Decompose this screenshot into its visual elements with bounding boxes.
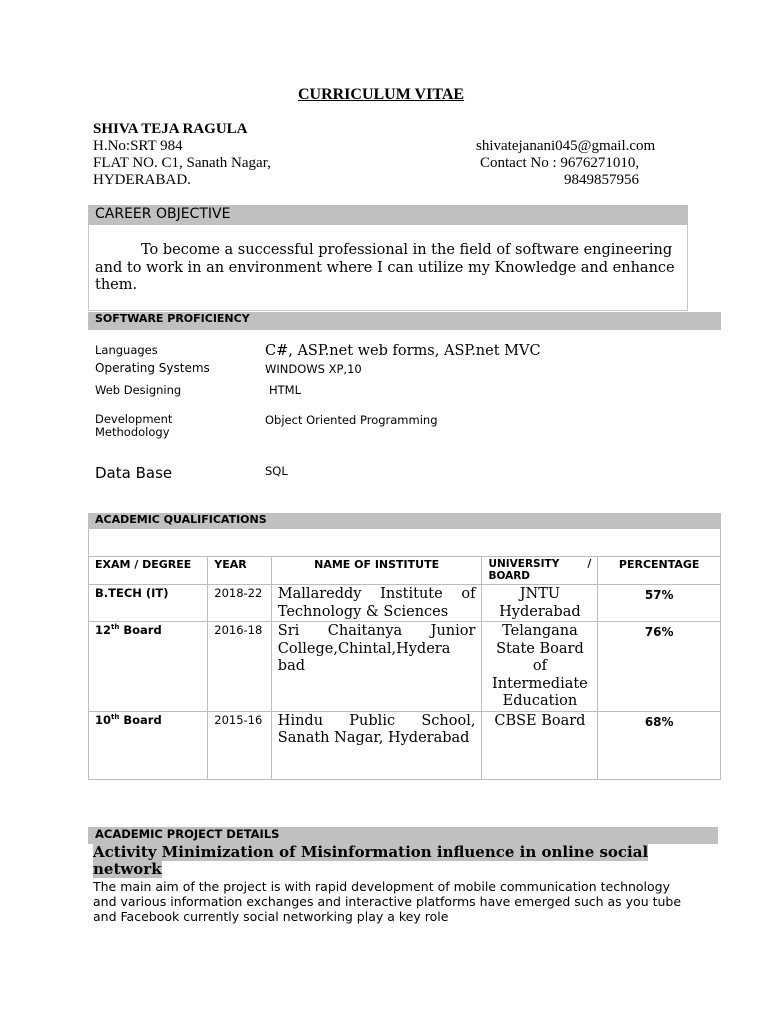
exam-cell <box>89 622 208 712</box>
table-row <box>89 711 721 779</box>
sw-label-database: Data Base <box>95 464 173 482</box>
sw-label-languages: Languages <box>95 343 158 357</box>
percentage-cell: 68% <box>598 711 721 779</box>
sw-value-os: WINDOWS XP,10 <box>265 362 362 376</box>
software-proficiency-heading: SOFTWARE PROFICIENCY <box>88 312 721 330</box>
exam-cell: B.TECH (IT) <box>89 585 208 622</box>
percentage-cell: 76% <box>598 622 721 712</box>
academic-spacer <box>88 529 721 557</box>
percentage-cell: 57% <box>598 585 721 622</box>
contact-number: Contact No : 9676271010, <box>480 155 640 171</box>
year-cell: 2015-16 <box>208 711 272 779</box>
academic-heading: ACADEMIC QUALIFICATIONS <box>88 513 721 529</box>
academic-header-row <box>89 557 721 585</box>
exam-board-word: Board <box>119 623 162 637</box>
table-row <box>89 622 721 712</box>
col-percentage-header: PERCENTAGE <box>598 557 721 585</box>
email-address: shivatejanani045@gmail.com <box>476 138 656 154</box>
career-objective-heading: CAREER OBJECTIVE <box>88 205 688 225</box>
sw-label-methodology: Development Methodology <box>95 412 173 439</box>
academic-table <box>88 556 721 780</box>
sw-label-web: Web Designing <box>95 383 182 397</box>
institute-cell: Hindu Public School, Sanath Nagar, Hyderabad <box>271 711 482 779</box>
address-line-3: HYDERABAD. <box>93 172 191 188</box>
exam-grade: 12 <box>95 623 112 637</box>
institute-cell: Mallareddy Institute of Technology & Sciences <box>271 585 482 622</box>
sw-value-methodology: Object Oriented Programming <box>265 413 438 427</box>
sw-value-web: HTML <box>269 383 302 397</box>
career-objective-text <box>95 242 685 295</box>
contact-number-2: 9849857956 <box>564 172 639 188</box>
year-cell: 2016-18 <box>208 622 272 712</box>
col-board-header: UNIVERSITY / BOARD <box>482 557 598 585</box>
sw-value-languages: C#, ASP.net web forms, ASP.net MVC <box>265 343 541 359</box>
exam-grade: 10 <box>95 712 112 727</box>
col-exam-header: EXAM / DEGREE <box>89 557 208 585</box>
career-objective-body: To become a successful professional in the field of software engineering and to work in an environment where I can utilize my Knowledge and enhance them. <box>95 242 675 293</box>
table-row <box>89 585 721 622</box>
sw-value-database: SQL <box>265 464 288 478</box>
document-title: CURRICULUM VITAE <box>297 86 465 103</box>
exam-board-word: Board <box>119 712 162 727</box>
project-title-text: Activity Minimization of Misinformation influence in online social network <box>93 843 649 878</box>
project-title <box>93 844 673 878</box>
exam-cell <box>89 711 208 779</box>
project-description: The main aim of the project is with rapid development of mobile communication technology and various information exchanges and interactive platforms have emerged such as you tube and Facebook currently social networking play a key role <box>93 879 682 924</box>
board-cell: CBSE Board <box>482 711 598 779</box>
sw-label-os: Operating Systems <box>95 361 210 375</box>
address-line-2: FLAT NO. C1, Sanath Nagar, <box>93 155 271 171</box>
project-heading: ACADEMIC PROJECT DETAILS <box>88 827 718 844</box>
board-cell: JNTU Hyderabad <box>482 585 598 622</box>
institute-cell: Sri Chaitanya Junior College,Chintal,Hydera bad <box>271 622 482 712</box>
exam-grade-suffix: th <box>111 712 120 721</box>
candidate-name: SHIVA TEJA RAGULA <box>93 121 248 137</box>
board-cell: Telangana State Board of Intermediate Education <box>482 622 598 712</box>
col-institute-header: NAME OF INSTITUTE <box>271 557 482 585</box>
year-cell: 2018-22 <box>208 585 272 622</box>
address-line-1: H.No:SRT 984 <box>93 138 183 154</box>
exam-grade-suffix: th <box>111 623 120 632</box>
col-year-header: YEAR <box>208 557 272 585</box>
